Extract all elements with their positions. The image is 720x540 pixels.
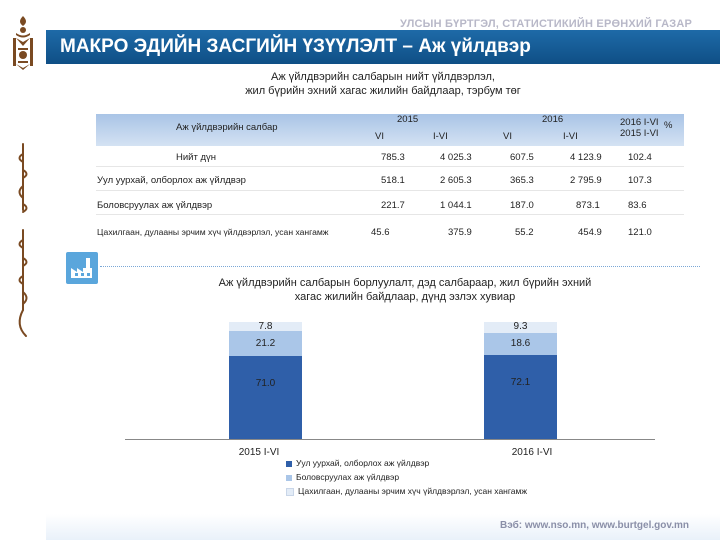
- row-separator: [96, 190, 684, 191]
- bar-data-label-0-2: 7.8: [258, 320, 273, 332]
- header-ratio-line-1: 2016 I-VI: [620, 117, 659, 128]
- legend-swatch: [286, 475, 292, 481]
- bar-data-label-1-0: 72.1: [510, 376, 531, 388]
- legend-label: Цахилгаан, дулааны эрчим хүч үйлдвэрлэл, усан хангамж: [298, 486, 528, 496]
- row-manufacturing-2016-ivi: 873.1: [576, 200, 600, 211]
- legend-swatch: [286, 461, 292, 467]
- row-energy-2015-ivi: 375.9: [448, 227, 472, 238]
- legend-label: Боловсруулах аж үйлдвэр: [296, 472, 400, 482]
- factory-icon-graphic: [66, 252, 98, 284]
- row-manufacturing-ratio: 83.6: [628, 200, 647, 211]
- row-total-2016-vi: 607.5: [510, 152, 534, 163]
- table-title: [46, 70, 720, 98]
- header-ratio-line-2: 2015 I-VI: [620, 128, 659, 139]
- bar-segment-0-0: [229, 356, 302, 439]
- row-energy-2016-ivi: 454.9: [578, 227, 602, 238]
- header-sector: Аж үйлдвэрийн салбар: [176, 122, 278, 133]
- x-tick-label-0: 2015 I-VI: [238, 447, 280, 458]
- row-separator: [96, 214, 684, 215]
- row-mining-label: Уул уурхай, олборлох аж үйлдвэр: [97, 175, 246, 186]
- row-manufacturing-2015-vi: 221.7: [381, 200, 405, 211]
- row-mining-2016-ivi: 2 795.9: [570, 175, 602, 186]
- header-ratio: [620, 117, 659, 139]
- section-separator: [100, 266, 700, 267]
- bar-data-label-1-2: 9.3: [513, 321, 528, 333]
- row-manufacturing-label: Боловсруулах аж үйлдвэр: [97, 200, 213, 211]
- row-total-label: Нийт дүн: [176, 152, 217, 163]
- bar-data-label-1-1: 18.6: [510, 337, 531, 349]
- row-energy-2015-vi: 45.6: [371, 227, 390, 238]
- legend-item-2: [286, 486, 527, 496]
- page-title: МАКРО ЭДИЙН ЗАСГИЙН ҮЗҮҮЛЭЛТ – Аж үйлдвэр: [60, 36, 531, 57]
- row-total-ratio: 102.4: [628, 152, 652, 163]
- bar-data-label-0-0: 71.0: [255, 377, 276, 389]
- row-total-2016-ivi: 4 123.9: [570, 152, 602, 163]
- bar-data-label-0-1: 21.2: [255, 337, 276, 349]
- chart-title-line-1: Аж үйлдвэрийн салбарын борлуулалт, дэд салбараар, жил бүрийн эхний: [218, 277, 592, 289]
- row-energy-ratio: 121.0: [628, 227, 652, 238]
- header-ratio-unit: %: [664, 120, 673, 131]
- row-mining-2016-vi: 365.3: [510, 175, 534, 186]
- organization-name: УЛСЫН БҮРТГЭЛ, СТАТИСТИКИЙН ЕРӨНХИЙ ГАЗАР: [400, 18, 693, 30]
- soyombo-emblem-icon: [8, 14, 38, 74]
- header-year-2015: 2015: [397, 114, 419, 125]
- header-2016-ivi: I-VI: [563, 131, 578, 142]
- table-title-line-2: жил бүрийн эхний хагас жилийн байдлаар, тэрбум төг: [245, 85, 521, 97]
- legend-swatch: [286, 488, 294, 496]
- x-tick-label-1: 2016 I-VI: [511, 447, 553, 458]
- header-2016-vi: VI: [503, 131, 512, 142]
- chart-title-line-2: хагас жилийн байдлаар, дүнд эзлэх хувиар: [294, 291, 516, 303]
- row-total-2015-vi: 785.3: [381, 152, 405, 163]
- row-energy-label: Цахилгаан, дулааны эрчим хүч үйлдвэрлэл, усан хангамж: [97, 227, 329, 237]
- row-energy-2016-vi: 55.2: [515, 227, 534, 238]
- row-manufacturing-2015-ivi: 1 044.1: [440, 200, 472, 211]
- row-separator: [96, 166, 684, 167]
- row-mining-2015-ivi: 2 605.3: [440, 175, 472, 186]
- chart-title: [120, 276, 690, 304]
- x-axis-line: [125, 439, 655, 440]
- left-strip: [0, 0, 46, 540]
- row-manufacturing-2016-vi: 187.0: [510, 200, 534, 211]
- row-mining-ratio: 107.3: [628, 175, 652, 186]
- table-title-line-1: Аж үйлдвэрийн салбарын нийт үйлдвэрлэл,: [271, 71, 495, 83]
- factory-icon: [66, 252, 98, 284]
- legend-item-0: [286, 458, 429, 468]
- row-mining-2015-vi: 518.1: [381, 175, 405, 186]
- header-2015-ivi: I-VI: [433, 131, 448, 142]
- legend-item-1: [286, 472, 399, 482]
- row-total-2015-ivi: 4 025.3: [440, 152, 472, 163]
- mongolian-script-icon: [12, 140, 34, 340]
- bar-segment-1-0: [484, 355, 557, 439]
- footer-web: Вэб: www.nso.mn, www.burtgel.gov.mn: [500, 520, 689, 531]
- header-year-2016: 2016: [542, 114, 564, 125]
- legend-label: Уул уурхай, олборлох аж үйлдвэр: [296, 458, 430, 468]
- header-2015-vi: VI: [375, 131, 384, 142]
